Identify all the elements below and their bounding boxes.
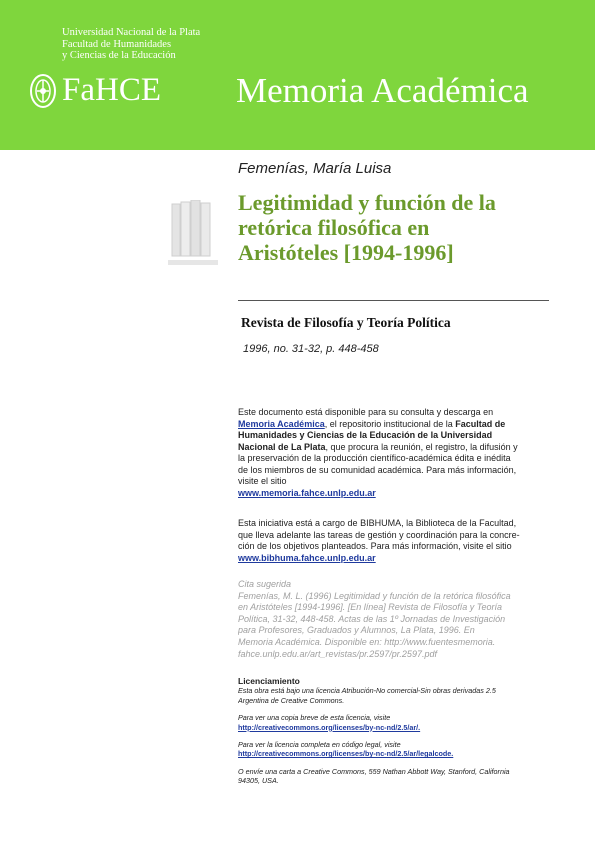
- document-title: [238, 190, 558, 265]
- text-fragment: Nacional de La Plata: [238, 441, 326, 452]
- license-heading: Licenciamiento: [238, 676, 300, 686]
- suggested-citation: [238, 579, 550, 660]
- title-line: Legitimidad y función de la: [238, 190, 496, 215]
- citation-label: Cita sugerida: [238, 579, 292, 589]
- text-line: [238, 419, 548, 431]
- title-line: retórica filosófica en: [238, 215, 430, 240]
- divider: [238, 300, 549, 301]
- bibhuma-paragraph: [238, 518, 548, 564]
- title-line: Aristóteles [1994-1996]: [238, 240, 454, 265]
- journal-name: Revista de Filosofía y Teoría Política: [241, 315, 451, 330]
- text-fragment: , que procura la reunión, el registro, la difusión y: [325, 441, 518, 452]
- issue-info: 1996, no. 31-32, p. 448-458: [243, 343, 379, 355]
- text-line: que lleva adelante las tareas de gestión y coordinación para la concre-: [238, 529, 520, 540]
- text-line: Este documento está disponible para su consulta y descarga en: [238, 407, 494, 417]
- citation-line: fahce.unlp.edu.ar/art_revistas/pr.2597/pr.2597.pdf: [238, 648, 437, 659]
- text-line: Humanidades y Ciencias de la Educación de la Universidad: [238, 430, 493, 440]
- citation-line: Femenías, M. L. (1996) Legitimidad y función de la retórica filosófica: [238, 590, 511, 601]
- license-full-label: Para ver la licencia completa en código legal, visite: [238, 740, 401, 750]
- text-line: Esta iniciativa está a cargo de BIBHUMA, la Biblioteca de la Facultad,: [238, 518, 517, 528]
- license-text: Esta obra está bajo una licencia Atribución-No comercial-Sin obras derivadas 2.5: [238, 686, 496, 696]
- faculty-name: Facultad de Humanidades: [62, 38, 172, 50]
- license-full-link[interactable]: http://creativecommons.org/licenses/by-nc-nd/2.5/ar/legalcode.: [238, 749, 454, 759]
- books-icon: [168, 200, 218, 270]
- citation-line: para Profesores, Graduados y Alumnos, La Plata, 1996. En: [238, 625, 475, 636]
- university-lines: [62, 27, 200, 62]
- memoria-site-link[interactable]: www.memoria.fahce.unlp.edu.ar: [238, 487, 376, 498]
- license-copy-link[interactable]: http://creativecommons.org/licenses/by-nc-nd/2.5/ar/.: [238, 722, 421, 732]
- license-copy-label: Para ver una copia breve de esta licencia, visite: [238, 713, 391, 723]
- text-line: la preservación de la producción científico-académica édita e inédita: [238, 453, 511, 463]
- license-text: Argentina de Creative Commons.: [238, 695, 345, 705]
- text-line: de los miembros de su comunidad académica. Para más información,: [238, 464, 517, 475]
- license-letter: O envíe una carta a Creative Commons, 559 Nathan Abbott Way, Stanford, California: [238, 766, 510, 776]
- availability-paragraph: [238, 407, 548, 499]
- author-name: Femenías, María Luisa: [238, 160, 392, 177]
- license-section: [238, 677, 550, 786]
- citation-line: Política, 31-32, 448-458. Actas de las 1º Jornadas de Investigación: [238, 613, 506, 624]
- text-line: [238, 442, 548, 454]
- text-fragment: Facultad de: [455, 418, 506, 429]
- citation-line: en Aristóteles [1994-1996]. [En línea] Revista de Filosofía y Teoría: [238, 602, 502, 613]
- citation-line: Memoria Académica. Disponible en: http://www.fuentesmemoria.: [238, 636, 496, 647]
- fahce-logo: FaHCE: [62, 72, 161, 108]
- text-fragment: , el repositorio institucional de la: [324, 418, 456, 429]
- memoria-link[interactable]: Memoria Académica: [238, 418, 325, 429]
- bibhuma-site-link[interactable]: www.bibhuma.fahce.unlp.edu.ar: [238, 552, 376, 563]
- text-line: ción de los objetivos planteados. Para más información, visite el sitio: [238, 541, 512, 551]
- university-name: Universidad Nacional de la Plata: [62, 27, 201, 38]
- faculty-name-cont: y Ciencias de la Educación: [62, 50, 176, 61]
- repository-name: Memoria Académica: [236, 71, 529, 110]
- header-banner: [0, 0, 595, 150]
- university-seal-icon: [28, 72, 58, 110]
- text-line: visite el sitio: [238, 476, 287, 486]
- license-letter: 94305, USA.: [238, 776, 279, 786]
